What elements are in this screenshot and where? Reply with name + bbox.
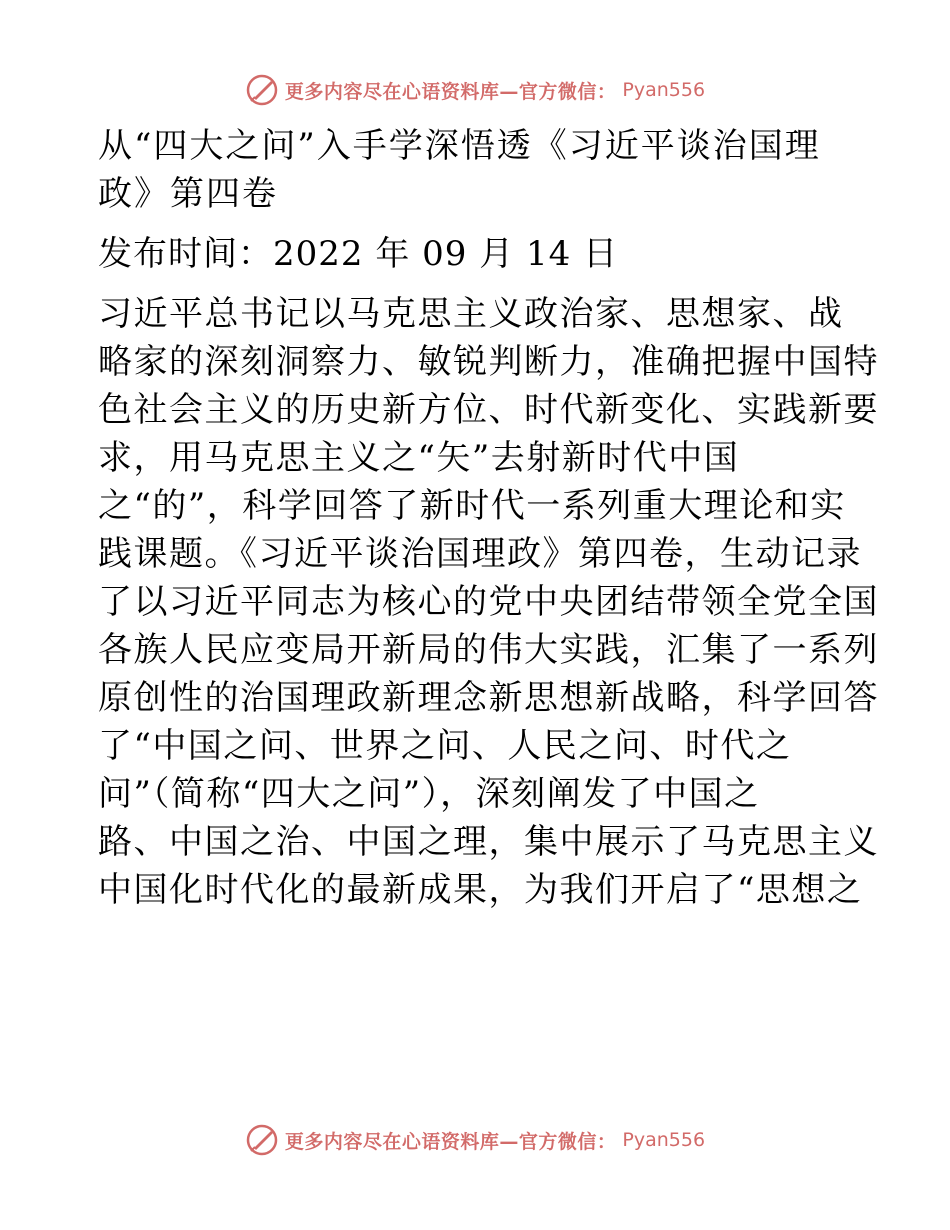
watermark-text: 更多内容尽在心语资料库—官方微信： (284, 1130, 617, 1153)
body-line-12: 路、中国之治、中国之理，集中展示了马克思主义 (98, 822, 879, 862)
body-line-8: 各族人民应变局开新局的伟大实践，汇集了一系列 (98, 630, 879, 670)
footer-watermark-banner (0, 1120, 950, 1160)
body-line-1: 习近平总书记以马克思主义政治家、思想家、战 (98, 294, 844, 334)
quill-pen-logo-icon (245, 73, 279, 107)
body-line-9: 原创性的治国理政新理念新思想新战略，科学回答 (98, 678, 879, 718)
wechat-id: Pyan556 (622, 79, 706, 101)
article-title-line-2: 政》第四卷 (98, 174, 278, 214)
body-line-7: 了以习近平同志为核心的党中央团结带领全党全国 (98, 582, 879, 622)
body-line-6: 践课题。《习近平谈治国理政》第四卷，生动记录 (98, 534, 862, 574)
body-line-5: 之“的”，科学回答了新时代一系列重大理论和实 (98, 486, 846, 526)
body-line-10: 了“中国之问、世界之问、人民之问、时代之 (98, 726, 792, 766)
body-line-2: 略家的深刻洞察力、敏锐判断力，准确把握中国特 (98, 342, 879, 382)
document-body (98, 122, 879, 914)
watermark-text: 更多内容尽在心语资料库—官方微信： (284, 80, 617, 103)
article-title-line-1: 从“四大之问”入手学深悟透《习近平谈治国理 (98, 126, 821, 166)
body-line-4: 求，用马克思主义之“矢”去射新时代中国 (98, 438, 740, 478)
body-line-11: 问”（简称“四大之问”），深刻阐发了中国之 (98, 774, 760, 814)
body-line-13: 中国化时代化的最新成果，为我们开启了“思想之 (98, 870, 863, 910)
quill-pen-logo-icon (245, 1123, 279, 1157)
wechat-id: Pyan556 (622, 1129, 706, 1151)
publish-date: 发布时间：2022 年 09 月 14 日 (98, 234, 619, 274)
body-line-3: 色社会主义的历史新方位、时代新变化、实践新要 (98, 390, 879, 430)
header-watermark-banner (0, 70, 950, 110)
